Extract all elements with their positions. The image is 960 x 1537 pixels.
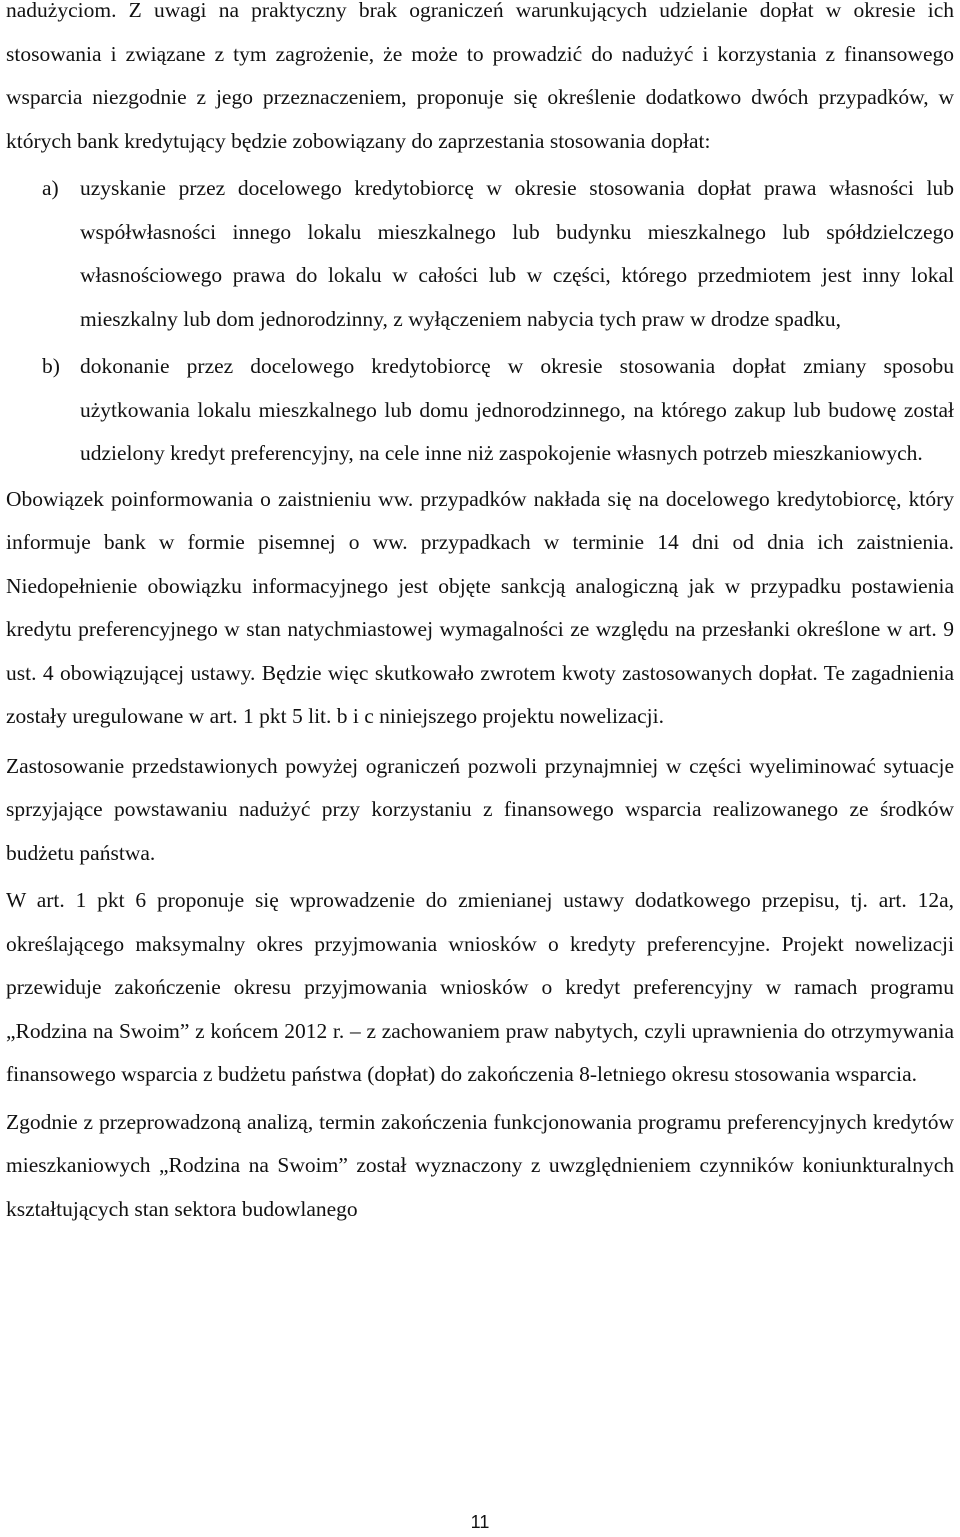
list-item	[6, 345, 954, 476]
list-item-text: dokonanie przez docelowego kredytobiorcę w okresie stosowania dopłat zmiany sposobu użytkowania lokalu mieszkalnego lub domu jednorodzinnego, na którego zakup lub budowę został udzielony kredyt preferencyjny, na cele inne niż zaspokojenie własnych potrzeb mieszkaniowych.	[80, 354, 954, 465]
list-item-marker: a)	[42, 176, 59, 200]
paragraph-restrictions: Zastosowanie przedstawionych powyżej ograniczeń pozwoli przynajmniej w części wyeliminować sytuacje sprzyjające powstawaniu nadużyć przy korzystaniu z finansowego wsparcia realizowanego ze środków budżetu państwa.	[6, 753, 954, 865]
paragraph-obligation: Obowiązek poinformowania o zaistnieniu ww. przypadków nakłada się na docelowego kredytobiorcę, który informuje bank w formie pisemnej o ww. przypadkach w terminie 14 dni od dnia ich zaistnienia. Niedopełnienie obowiązku informacyjnego jest objęte sankcją analogiczną jak w przypadku postawienia kredytu preferencyjnego w stan natychmiastowej wymagalności ze względu na przesłanki określone w art. 9 ust. 4 obowiązującej ustawy. Będzie więc skutkowało zwrotem kwoty zastosowanych dopłat. Te zagadnienia zostały uregulowane w art. 1 pkt 5 lit. b i c niniejszego projektu nowelizacji.	[6, 486, 954, 728]
list-item-text: uzyskanie przez docelowego kredytobiorcę w okresie stosowania dopłat prawa własności lub współwłasności innego lokalu mieszkalnego lub budynku mieszkalnego lub spółdzielczego własnościowego prawa do lokalu w całości lub w części, którego przedmiotem jest inny lokal mieszkalny lub dom jednorodzinny, z wyłączeniem nabycia tych praw w drodze spadku,	[80, 176, 954, 331]
list-item	[6, 167, 954, 341]
conditions-list	[6, 167, 954, 476]
paragraph-analysis: Zgodnie z przeprowadzoną analizą, termin zakończenia funkcjonowania programu preferencyjnych kredytów mieszkaniowych „Rodzina na Swoim” został wyznaczony z uwzględnieniem czynników koniunkturalnych kształtujących stan sektora budowlanego	[6, 1109, 954, 1221]
paragraph-article-12a: W art. 1 pkt 6 proponuje się wprowadzenie do zmienianej ustawy dodatkowego przepisu, tj. art. 12a, określającego maksymalny okres przyjmowania wniosków o kredyty preferencyjne. Projekt nowelizacji przewiduje zakończenie okresu przyjmowania wniosków o kredyt preferencyjny w ramach programu „Rodzina na Swoim” z końcem 2012 r. – z zachowaniem praw nabytych, czyli uprawnienia do otrzymywania finansowego wsparcia z budżetu państwa (dopłat) do zakończenia 8-letniego okresu stosowania wsparcia.	[6, 888, 954, 1086]
page-number: 11	[470, 1512, 490, 1532]
paragraph-intro: nadużyciom. Z uwagi na praktyczny brak ograniczeń warunkujących udzielanie dopłat w okresie ich stosowania i związane z tym zagrożenie, że może to prowadzić do nadużyć i korzystania z finansowego wsparcia niezgodnie z jego przeznaczeniem, proponuje się określenie dodatkowo dwóch przypadków, w których bank kredytujący będzie zobowiązany do zaprzestania stosowania dopłat:	[6, 0, 954, 153]
list-item-marker: b)	[42, 354, 60, 378]
document-body	[6, 0, 954, 1231]
